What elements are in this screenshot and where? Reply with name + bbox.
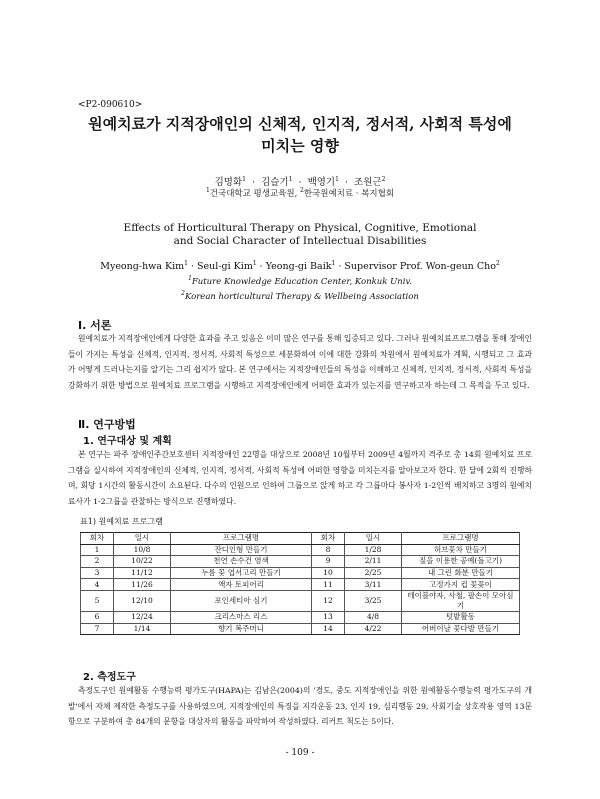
- table-row: 7 1/14 향기 복주머니 14 4/22 어버이날 꽃다발 만들기: [81, 623, 520, 635]
- header-program: 프로그램명: [171, 533, 312, 545]
- title-english-line1: Effects of Horticultural Therapy on Physical, Cognitive, Emotional: [123, 222, 477, 234]
- header-session: 회차: [81, 533, 114, 545]
- paper-code: <P2-090610>: [78, 100, 143, 110]
- section-introduction-heading: Ⅰ. 서론: [78, 319, 112, 332]
- author-ko-4: 조원근: [354, 177, 382, 188]
- subsection-instruments-body: 측정도구인 원예활동 수행능력 평가도구(HAPA)는 김남은(2004)의 '경도, 중도 지적장애인을 위한 원예활동수행능력 평가도구의 개발'에서 자체 제작한 측정도구를 사용하였으며, 지적장애인의 특징을 지각운동 23, 인지 19, 심리행동 29, 사회기술 상호작용 영역 13문항으로 구분하여 총 84개의 문항을 대상자의 활동을 파악하여 작성하였다. 리커트 척도는 5이다.: [68, 686, 532, 726]
- affiliations-korean: $^1$건국대학교 평생교육원, $^2$한국원예치료 · 복지협회: [205, 187, 395, 199]
- table-row: 4 11/26 액자 토피어리 11 3/11 고정가지 컵 꽃꽂이: [81, 579, 520, 591]
- table-row: 2 10/22 천연 손수건 염색 9 2/11 짚을 이용한 공예(돌고기): [81, 556, 520, 568]
- title-english: [0, 222, 600, 248]
- section-introduction-body: 원예치료가 지적장애인에게 다양한 효과를 주고 있음은 이미 많은 연구를 통해 입증되고 있다. 그러나 원예치료프로그램을 통해 장애인들이 가지는 특성을 신체적, 인지적, 정서적, 사회적 특성으로 세분화하여 이에 대한 강화의 차원에서 원예치료가 계획, 시행되고 그 효과가 어떻게 드러나는지를 알기는 그리 쉽지가 않다. 본 연구에서는 지적장애인들의 특성을 이해하고 신체적, 인지적, 정서적, 사회적 특성을 강화하기 위한 방법으로 원예치료 프로그램을 시행하고 지적장애인에게 어떠한 효과가 있는지를 연구하고자 하는데 그 목적을 두고 있다.: [68, 334, 532, 390]
- table-row: 6 12/24 크리스마스 리스 13 4/8 텃밭활동: [81, 611, 520, 623]
- title-english-line2: and Social Character of Intellectual Disabilities: [173, 235, 427, 247]
- header-program: 프로그램명: [402, 533, 520, 545]
- program-table: [80, 532, 520, 635]
- author-ko-3: 백영기: [307, 177, 336, 188]
- affiliations-english: $^1$Future Knowledge Education Center, Konkuk Univ. $^2$Korean horticultural Therapy & Wellbeing Association: [181, 275, 419, 302]
- authors-korean: 김명화$^1$ · 김슬기$^1$ · 백영기$^1$ · 조원근$^2$: [214, 175, 386, 188]
- table-row: 1 10/8 잔디인형 만들기 8 1/28 허브꽃차 만들기: [81, 544, 520, 556]
- authors-english: Myeong-hwa Kim$^1$ · Seul-gi Kim$^1$ · Yeong-gi Baik$^1$ · Supervisor Prof. Won-geun Cho$^2$: [100, 260, 500, 273]
- table-caption: 표1) 원예치료 프로그램: [80, 517, 163, 526]
- author-ko-2: 김슬기: [261, 177, 289, 188]
- table-row: 3 11/12 누름 꽃 엽서고리 만들기 10 2/25 내 그린 화분 만들기: [81, 567, 520, 579]
- subsection-subjects-heading: 1. 연구대상 및 계획: [83, 436, 172, 447]
- author-ko-1: 김명화: [214, 177, 243, 188]
- header-session: 회차: [312, 533, 345, 545]
- header-date: 일시: [114, 533, 171, 545]
- table-row: 5 12/10 포인세티아 심기 12 3/25 테이블야자, 사철, 팔손이 모아심기: [81, 590, 520, 611]
- subsection-subjects-body: 본 연구는 파주 장애인주간보호센터 지적장애인 22명을 대상으로 2008년 10월부터 2009년 4월까지 격주로 총 14회 원예치료 프로그램을 실시하여 지적장애인의 신체적, 인지적, 정서적, 사회적 특성에 어떠한 영향을 미치는지를 알아보고자 한다. 한 달에 2회씩 진행하며, 회당 1시간의 활동시간이 소요된다. 다수의 인원으로 인하여 그룹으로 앉게 하고 각 그룹마다 봉사자 1-2인씩 배치하고 3명의 원예치료사가 1-2그룹을 관찰하는 방식으로 진행하였다.: [68, 450, 532, 506]
- section-methods-heading: Ⅱ. 연구방법: [78, 418, 136, 431]
- subsection-instruments-heading: 2. 측정도구: [83, 672, 136, 683]
- page-number: - 109 -: [285, 748, 315, 758]
- header-date: 일시: [345, 533, 402, 545]
- title-korean-line2: 미치는 영향: [261, 137, 339, 155]
- title-korean-line1: 원예치료가 지적장애인의 신체적, 인지적, 정서적, 사회적 특성에: [88, 115, 512, 133]
- table-header-row: [81, 533, 520, 545]
